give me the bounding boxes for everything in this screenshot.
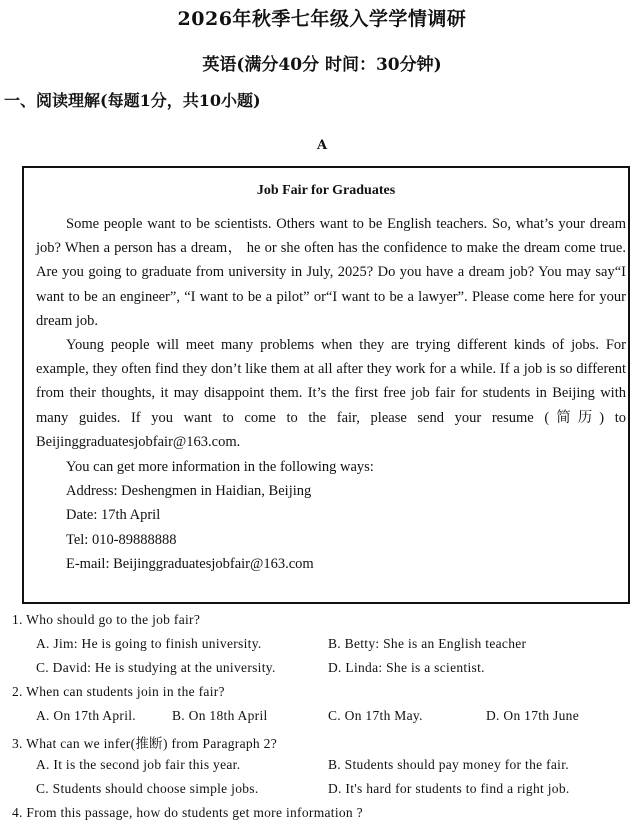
question-3-stem: 3. What can we infer(推断) from Paragraph 2? — [12, 736, 277, 751]
paragraph-1-text: Some people want to be scientists. Others want to be English teachers. So, what’s your dream job? When a person has a dream， he or she often has the confidence to make the dream come true. Are you going to graduate from university in July, 2025? Do you have a dream job? You may say“I want to be an engineer”, “I want to be a pilot” or“I want to be a lawyer”. Please come here for your dream job. — [36, 216, 626, 329]
question-2-option-a: A. On 17th April. — [36, 708, 136, 723]
question-2-stem: 2. When can students join in the fair? — [12, 684, 225, 699]
passage-label: A — [316, 138, 328, 153]
paragraph-2-text: Young people will meet many problems when they are trying different kinds of jobs. For example, they often find they don’t like them at all after they work for a while. If a job is so different from their thoughts, it may disappoint them. It’s the first free job fair for students in Beijing with many guides. If you want to come to the fair, please send your resume (简历) to Beijinggraduatesjobfair@163.com. — [36, 337, 626, 450]
section-heading: 一、阅读理解(每题1分，共10小题) — [4, 91, 261, 110]
info-tel: Tel: 010-89888888 — [66, 531, 177, 548]
exam-subtitle: 英语(满分40分 时间：30分钟) — [202, 55, 442, 75]
paragraph-2 — [36, 333, 626, 454]
question-3-option-b: B. Students should pay money for the fair. — [328, 757, 569, 772]
question-3-option-a: A. It is the second job fair this year. — [36, 757, 241, 772]
paragraph-1 — [36, 212, 626, 333]
info-email: E-mail: Beijinggraduatesjobfair@163.com — [66, 555, 314, 572]
info-intro: You can get more information in the following ways: — [66, 459, 374, 475]
question-3-option-c: C. Students should choose simple jobs. — [36, 781, 259, 796]
question-1-stem: 1. Who should go to the job fair? — [12, 612, 201, 627]
question-2-option-d: D. On 17th June — [486, 708, 579, 723]
question-1-option-a: A. Jim: He is going to finish university. — [36, 636, 262, 651]
info-address: Address: Deshengmen in Haidian, Beijing — [66, 483, 312, 500]
question-2-option-b: B. On 18th April — [172, 708, 268, 723]
question-3-option-d: D. It's hard for students to find a right job. — [328, 781, 570, 796]
question-2-option-c: C. On 17th May. — [328, 708, 423, 723]
passage-title: Job Fair for Graduates — [256, 183, 396, 198]
question-1-option-b: B. Betty: She is an English teacher — [328, 636, 527, 651]
exam-title: 2026年秋季七年级入学学情调研 — [177, 8, 467, 30]
info-date: Date: 17th April — [66, 507, 161, 524]
question-1-option-c: C. David: He is studying at the university. — [36, 660, 276, 675]
contact-info — [66, 455, 374, 576]
passage-box — [22, 166, 630, 604]
question-4-stem: 4. From this passage, how do students get more information ? — [12, 805, 363, 820]
question-1-option-d: D. Linda: She is a scientist. — [328, 660, 485, 675]
